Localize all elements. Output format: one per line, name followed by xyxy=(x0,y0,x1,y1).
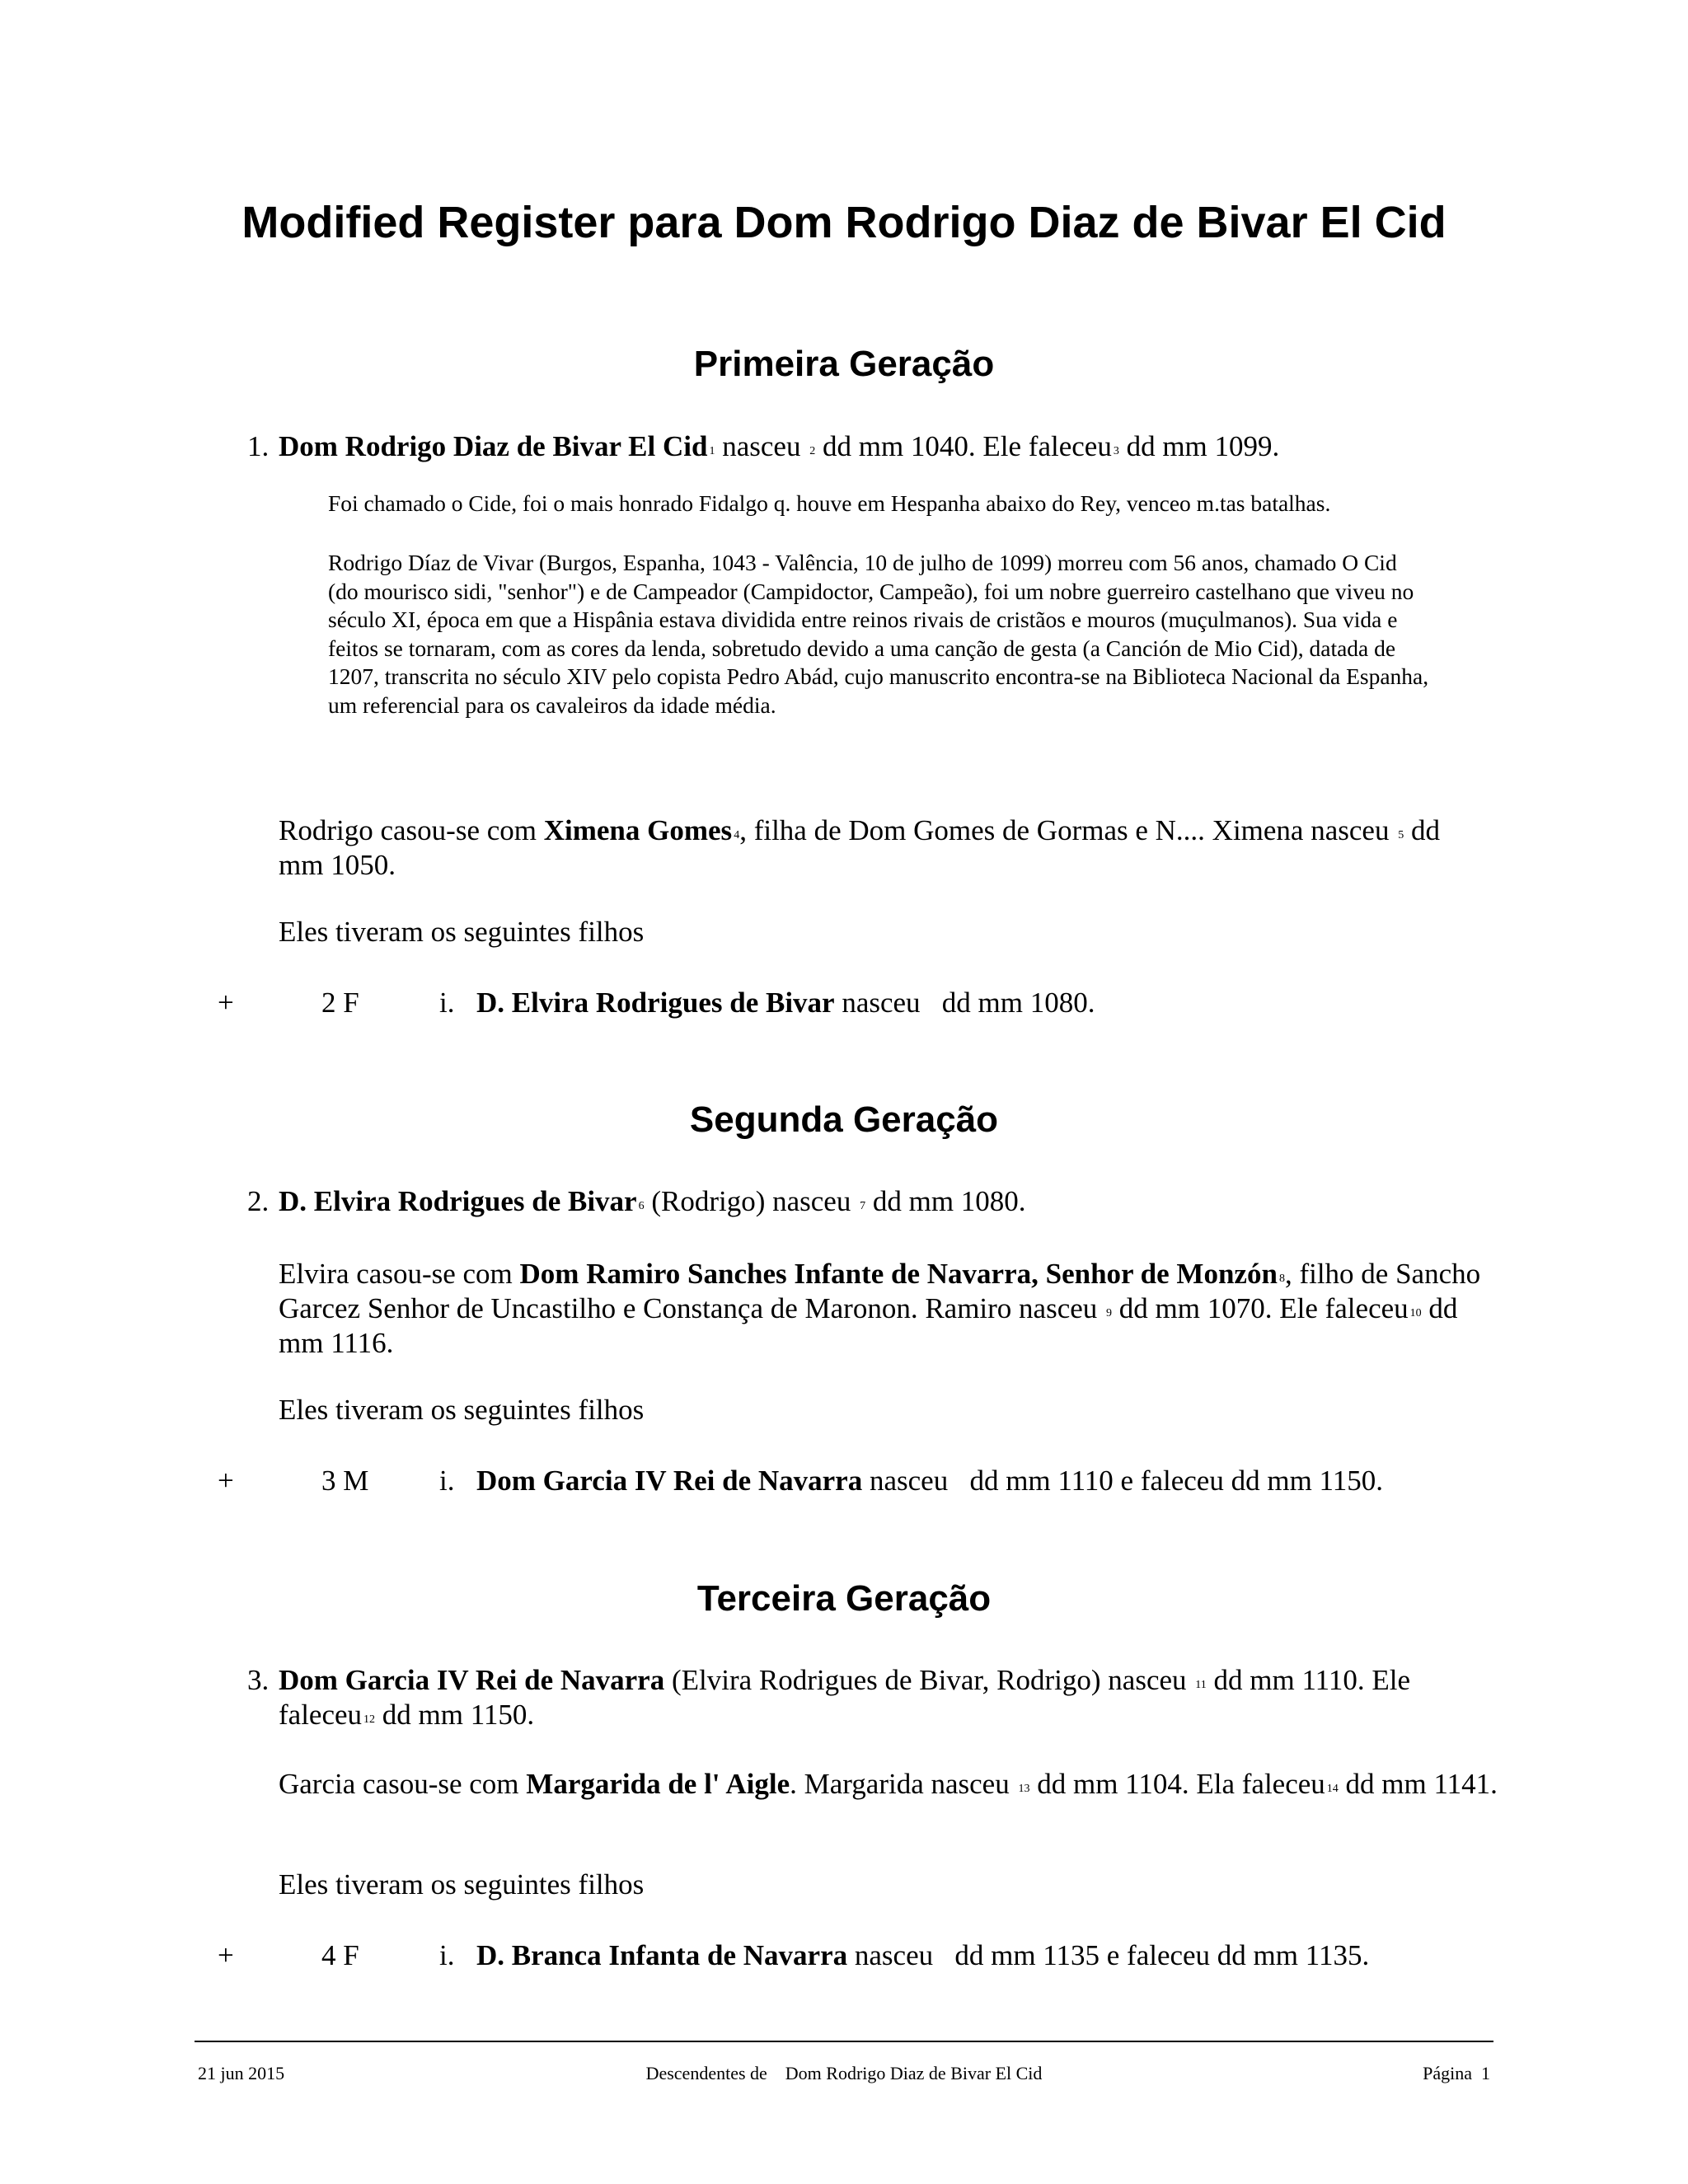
child-name: Dom Garcia IV Rei de Navarra xyxy=(476,1465,863,1497)
spouse-name: Dom Ramiro Sanches Infante de Navarra, Senhor de Monzón xyxy=(519,1258,1278,1290)
child-text: D. Elvira Rodrigues de Bivar nasceu dd mm 1080. xyxy=(476,987,1095,1019)
marriage-paragraph-1: Rodrigo casou-se com Ximena Gomes $^4$, filha de Dom Gomes de Gormas e N.... Ximena nasceu $^5$ dd mm 1050. xyxy=(279,814,1440,881)
note-paragraph: Rodrigo Díaz de Vivar (Burgos, Espanha, 1043 - Valência, 10 de julho de 1099) morreu com 56 anos, chamado O Cid (do mourisco sidi, "senhor") e de Campeador (Campidoctor, Campeão), foi um nobre guerreiro castelhano que viveu no século XI, época em que a Hispânia estava dividida entre reinos rivais de cristãos e mouros (muçulmanos). Sua vida e feitos se tornaram, com as cores da lenda, sobretudo devido a uma canção de gesta (a Canción de Mio Cid), datada de 1207, transcrita no século XIV pelo copista Pedro Abád, cujo manuscrito encontra-se na Biblioteca Nacional da Espanha, um referencial para os cavaleiros da idade média. xyxy=(328,550,1429,718)
footnote-ref: 2 xyxy=(809,445,816,457)
footer-page-number: Página 1 xyxy=(1423,2063,1490,2083)
footer-title: Descendentes de Dom Rodrigo Diaz de Bivar El Cid xyxy=(645,2063,1043,2083)
footnote-ref: 8 xyxy=(1278,1272,1285,1285)
footnote-ref: 6 xyxy=(638,1200,645,1212)
child-roman: i. xyxy=(439,1939,455,1971)
footnote-ref: 3 xyxy=(1113,445,1119,457)
footnote-ref: 10 xyxy=(1409,1307,1422,1319)
children-intro-2: Eles tiveram os seguintes filhos xyxy=(279,1394,645,1426)
children-intro-1: Eles tiveram os seguintes filhos xyxy=(279,916,645,948)
child-number: 3 M xyxy=(321,1465,369,1497)
document-title: Modified Register para Dom Rodrigo Diaz de Bivar El Cid xyxy=(241,198,1447,247)
marriage-paragraph-2: Elvira casou-se com Dom Ramiro Sanches Infante de Navarra, Senhor de Monzón $^8$, filho de Sancho Garcez Senhor de Uncastilho e Constança de Maronon. Ramiro nasceu $^9$ dd mm 1070. Ele faleceu $^{10}$ dd mm 1116. xyxy=(279,1258,1481,1359)
child-plus-marker: + xyxy=(218,987,234,1019)
child-text: D. Branca Infanta de Navarra nasceu dd mm 1135 e faleceu dd mm 1135. xyxy=(476,1939,1370,1971)
footnote-ref: 7 xyxy=(860,1200,866,1212)
child-text: Dom Garcia IV Rei de Navarra nasceu dd mm 1110 e faleceu dd mm 1150. xyxy=(476,1465,1383,1497)
footnote-ref: 12 xyxy=(363,1713,376,1726)
entry-number-2: 2. xyxy=(247,1185,270,1217)
footnote-ref: 11 xyxy=(1195,1679,1207,1691)
generation-heading-1: Primeira Geração xyxy=(693,344,995,384)
marriage-paragraph-3: Garcia casou-se com Margarida de l' Aigle. Margarida nasceu $^{13}$ dd mm 1104. Ela faleceu $^{14}$ dd mm 1141. xyxy=(279,1768,1498,1800)
spouse-name: Ximena Gomes xyxy=(543,814,733,846)
child-number: 4 F xyxy=(321,1939,359,1971)
entry-1: Dom Rodrigo Diaz de Bivar El Cid $^1$ nasceu $^2$ dd mm 1040. Ele faleceu $^3$ dd mm 1099. xyxy=(279,430,1280,462)
footer-date: 21 jun 2015 xyxy=(198,2063,285,2083)
footnote-ref: 13 xyxy=(1018,1783,1030,1795)
footer-divider xyxy=(195,2041,1493,2042)
child-number: 2 F xyxy=(321,987,359,1019)
entry-3: Dom Garcia IV Rei de Navarra (Elvira Rodrigues de Bivar, Rodrigo) nasceu $^{11}$ dd mm 1110. Ele faleceu $^{12}$ dd mm 1150. xyxy=(279,1664,1411,1731)
person-name: Dom Garcia IV Rei de Navarra xyxy=(279,1664,665,1696)
footnote-ref: 5 xyxy=(1398,829,1404,841)
entry-2: D. Elvira Rodrigues de Bivar $^6$ (Rodrigo) nasceu $^7$ dd mm 1080. xyxy=(279,1185,1026,1217)
child-row-1 xyxy=(0,986,1688,1020)
person-name: D. Elvira Rodrigues de Bivar xyxy=(279,1185,637,1217)
footnote-ref: 9 xyxy=(1106,1307,1113,1319)
person-name: Dom Rodrigo Diaz de Bivar El Cid xyxy=(279,430,708,462)
child-plus-marker: + xyxy=(218,1465,234,1497)
child-plus-marker: + xyxy=(218,1939,234,1971)
generation-heading-3: Terceira Geração xyxy=(696,1578,992,1619)
footnote-ref: 4 xyxy=(734,829,740,841)
entry-number-3: 3. xyxy=(247,1664,270,1696)
footnote-ref: 14 xyxy=(1326,1783,1339,1795)
child-row-2 xyxy=(0,1464,1688,1498)
child-roman: i. xyxy=(439,987,455,1019)
child-name: D. Branca Infanta de Navarra xyxy=(476,1939,848,1971)
entry-number-1: 1. xyxy=(247,430,270,462)
footnote-ref: 1 xyxy=(709,445,715,457)
child-row-3 xyxy=(0,1938,1688,1973)
child-roman: i. xyxy=(439,1465,455,1497)
spouse-name: Margarida de l' Aigle xyxy=(526,1768,790,1800)
child-name: D. Elvira Rodrigues de Bivar xyxy=(476,987,835,1019)
generation-heading-2: Segunda Geração xyxy=(689,1099,999,1140)
note-paragraph: Foi chamado o Cide, foi o mais honrado Fidalgo q. houve em Hespanha abaixo do Rey, venceo m.tas batalhas. xyxy=(328,490,1331,516)
children-intro-3: Eles tiveram os seguintes filhos xyxy=(279,1868,645,1900)
